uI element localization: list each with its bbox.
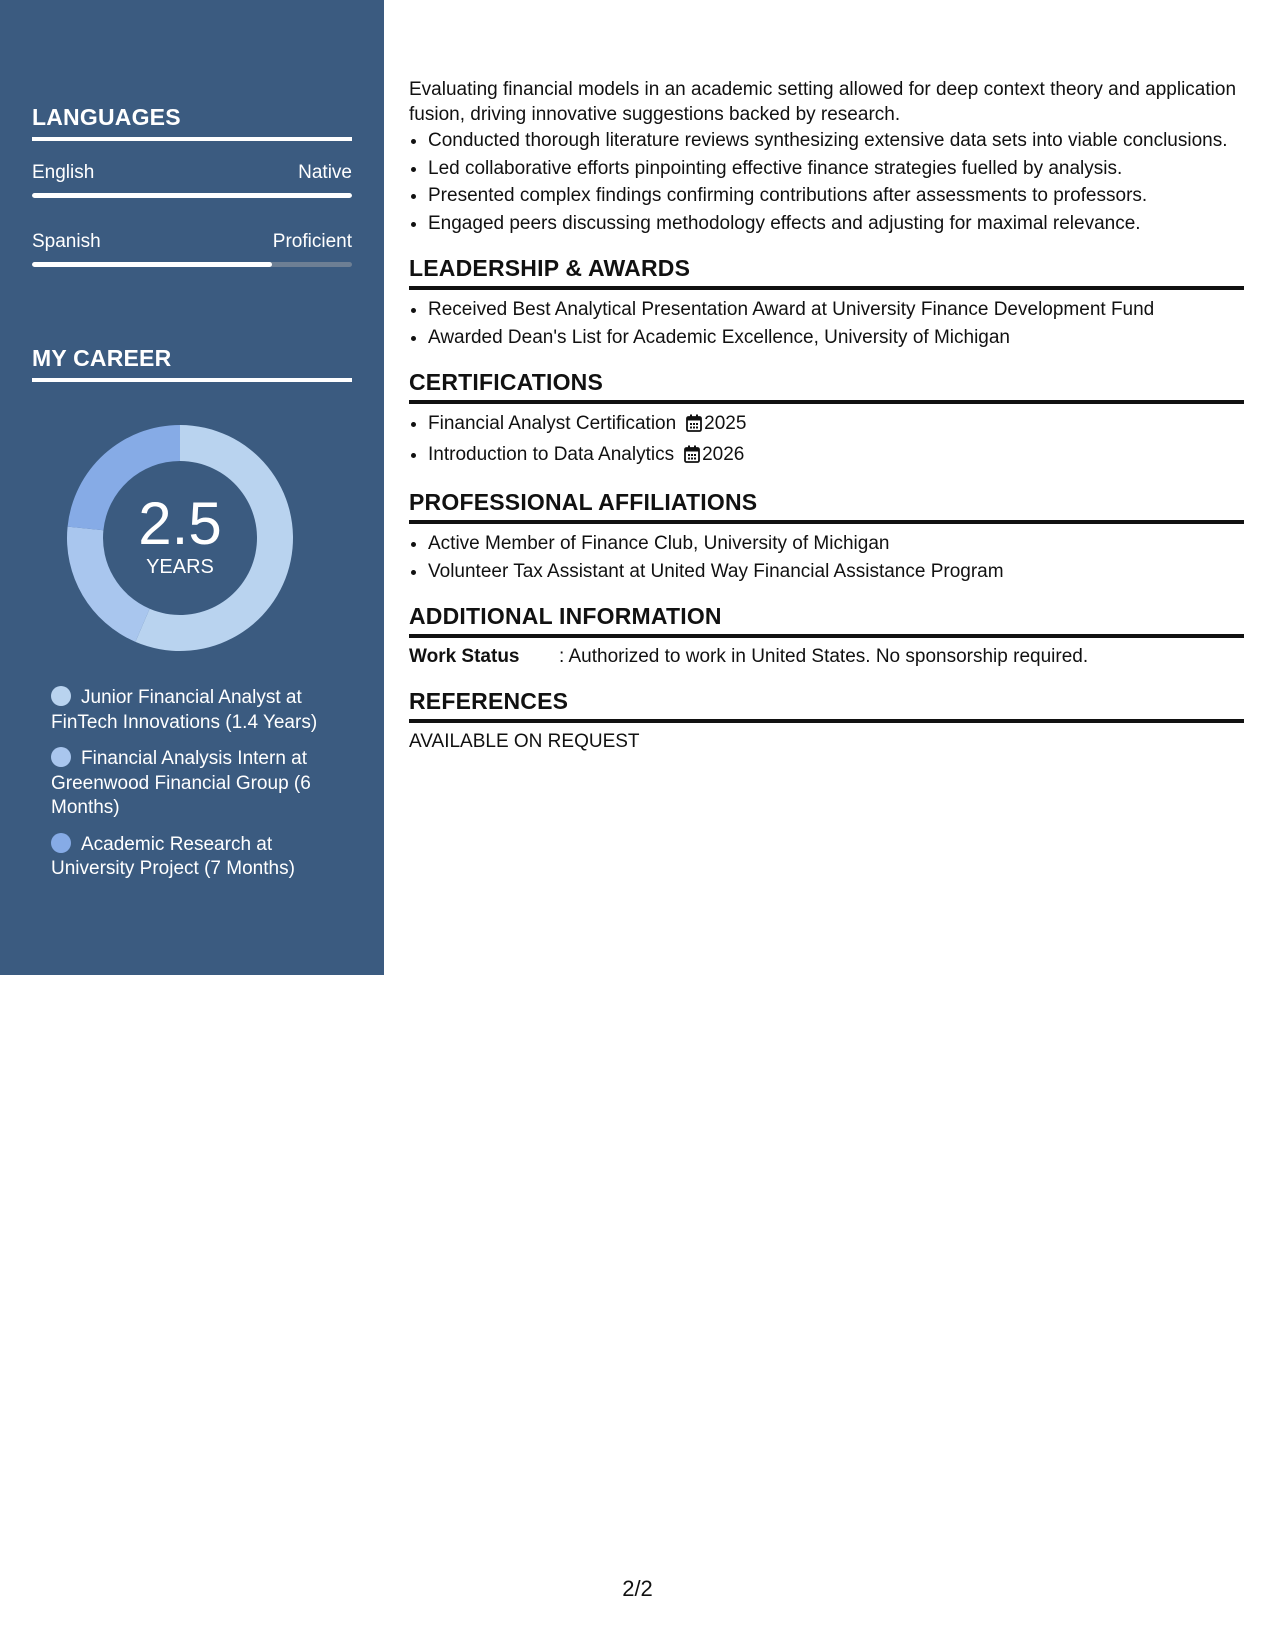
career-total-years: 2.5 (138, 489, 222, 557)
language-bar-spanish (32, 262, 352, 267)
legend-dot-icon (51, 833, 71, 853)
legend-dot-icon (51, 686, 71, 706)
awards-heading: LEADERSHIP & AWARDS (409, 255, 1244, 290)
career-item (51, 747, 341, 821)
career-list (51, 686, 341, 894)
language-row-spanish (32, 231, 352, 253)
certification-item (428, 410, 1244, 441)
career-item-label: Academic Research at University Project (7 Months) (51, 833, 295, 879)
affiliations-heading: PROFESSIONAL AFFILIATIONS (409, 489, 1244, 524)
experience-bullets (428, 127, 1244, 237)
career-item (51, 833, 341, 882)
career-total-unit: YEARS (146, 555, 214, 578)
calendar-icon (684, 444, 700, 472)
additional-info-heading: ADDITIONAL INFORMATION (409, 603, 1244, 638)
references-heading: REFERENCES (409, 688, 1244, 723)
experience-bullet: • Led collaborative efforts pinpointing effective finance strategies fuelled by analysis. (428, 155, 1244, 183)
language-row-english (32, 162, 352, 184)
experience-intro: Evaluating financial models in an academic setting allowed for deep context theory and application fusion, driving innovative suggestions backed by research. (409, 79, 1237, 125)
page-number: 2/2 (622, 1576, 653, 1601)
language-bar-fill (32, 262, 272, 267)
language-level: Native (298, 162, 352, 183)
certification-item (428, 441, 1244, 472)
certification-year: 2026 (702, 443, 745, 465)
affiliations-list (428, 530, 1244, 585)
career-donut (66, 424, 294, 652)
language-name: English (32, 162, 95, 183)
career-item-label: Junior Financial Analyst at FinTech Innovations (1.4 Years) (51, 687, 318, 733)
main-content (409, 78, 1244, 755)
award-item: • Received Best Analytical Presentation Award at University Finance Development Fund (428, 296, 1244, 324)
certification-name: Financial Analyst Certification (428, 413, 677, 434)
calendar-icon (686, 413, 702, 441)
language-bar-english (32, 193, 352, 198)
affiliation-item: • Volunteer Tax Assistant at United Way Financial Assistance Program (428, 558, 1244, 586)
language-level: Proficient (272, 231, 352, 252)
award-item: • Awarded Dean's List for Academic Excellence, University of Michigan (428, 324, 1244, 352)
certifications-heading: CERTIFICATIONS (409, 369, 1244, 404)
certification-year: 2025 (704, 413, 747, 434)
career-heading: MY CAREER (32, 345, 352, 382)
work-status-value: : Authorized to work in United States. No sponsorship required. (559, 646, 1089, 667)
references-text: AVAILABLE ON REQUEST (409, 731, 640, 752)
languages-heading: LANGUAGES (32, 104, 352, 141)
work-status-row (409, 644, 1244, 670)
affiliation-item: • Active Member of Finance Club, University of Michigan (428, 530, 1244, 558)
language-name: Spanish (32, 231, 101, 252)
awards-list (428, 296, 1244, 351)
certification-name: Introduction to Data Analytics (428, 443, 675, 465)
certifications-list (428, 410, 1244, 471)
language-bar-fill (32, 193, 352, 198)
sidebar (0, 0, 384, 975)
career-donut-center (66, 424, 294, 652)
career-item-label: Financial Analysis Intern at Greenwood Financial Group (6 Months) (51, 748, 311, 818)
work-status-label: Work Status (409, 646, 520, 667)
experience-bullet: • Conducted thorough literature reviews synthesizing extensive data sets into viable conclusions. (428, 127, 1244, 155)
career-item (51, 686, 341, 735)
experience-bullet: • Engaged peers discussing methodology effects and adjusting for maximal relevance. (428, 210, 1244, 238)
legend-dot-icon (51, 747, 71, 767)
experience-bullet: • Presented complex findings confirming contributions after assessments to professors. (428, 182, 1244, 210)
